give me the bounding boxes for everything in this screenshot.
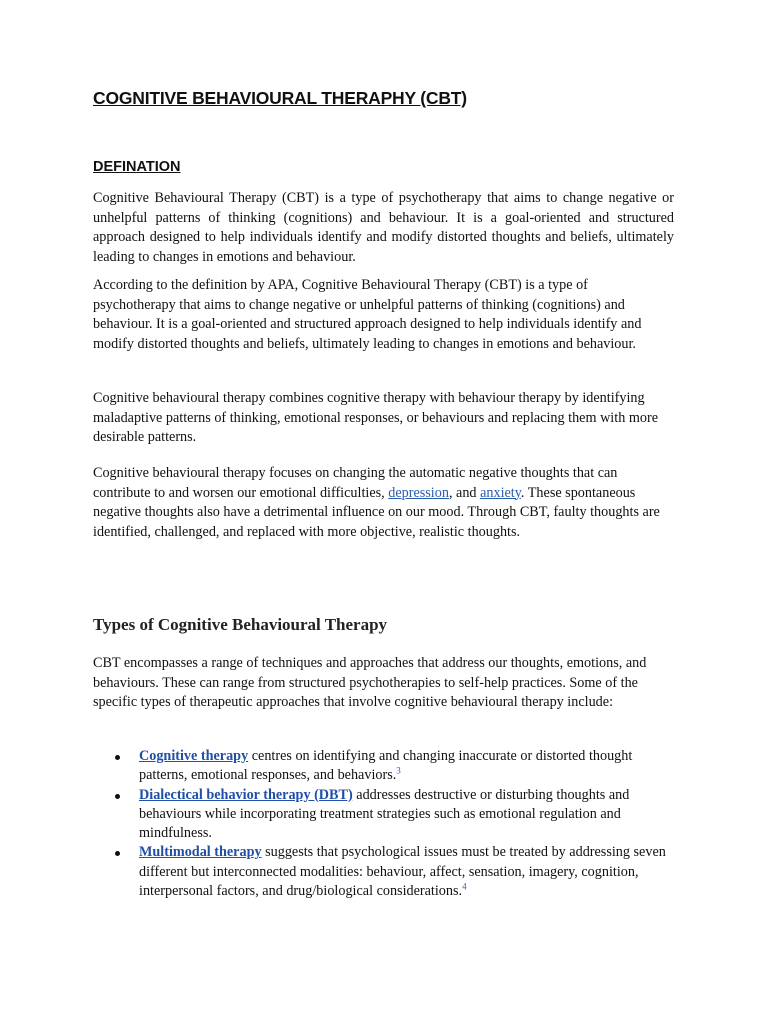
definition-paragraph-1: Cognitive Behavioural Therapy (CBT) is a type of psychotherapy that aims to change negative or unhelpful patterns of thinking (cognitions) and behaviour. It is a goal-oriented and structured approach designed to help individuals identify and modify distorted thoughts and beliefs, ultimately leading to changes in emotions and behaviour. (93, 190, 674, 265)
dbt-link[interactable]: Dialectical behavior therapy (DBT) (139, 786, 353, 803)
list-item-text: addresses destructive or disturbing thoughts and behaviours while incorporating treatment strategies such as emotional regulation and mindfulness. (139, 786, 630, 842)
definition-heading: DEFINATION (93, 159, 181, 175)
list-item (93, 843, 678, 901)
list-item (93, 747, 678, 786)
types-intro-paragraph: CBT encompasses a range of techniques and approaches that address our thoughts, emotions, and behaviours. These can range from structured psychotherapies to self-help practices. Some of the specific types of therapeutic approaches that involve cognitive behavioural therapy include: (93, 655, 647, 710)
cognitive-therapy-link[interactable]: Cognitive therapy (139, 748, 249, 764)
bullet-icon (115, 794, 120, 799)
list-item-text: centres on identifying and changing inaccurate or distorted thought patterns, emotional responses, and behaviors. (139, 748, 633, 784)
types-heading: Types of Cognitive Behavioural Therapy (93, 615, 388, 634)
paragraph-4-text-3: . These spontaneous negative thoughts also have a detrimental influence on our mood. Through CBT, faulty thoughts are identified, challenged, and replaced with more objective, realistic thoughts. (93, 484, 660, 540)
list-item (93, 786, 678, 844)
multimodal-therapy-link[interactable]: Multimodal therapy (139, 844, 262, 861)
paragraph-4-text-1: Cognitive behavioural therapy focuses on changing the automatic negative thoughts that can contribute to and worsen our emotional difficulties, (93, 465, 618, 501)
anxiety-link[interactable]: anxiety (480, 484, 521, 501)
paragraph-4-text-2: , and (448, 484, 481, 501)
depression-link[interactable]: depression (388, 484, 449, 501)
list-item-text: suggests that psychological issues must be treated by addressing seven different but interconnected modalities: behaviour, affect, sensation, imagery, cognition, interpersonal factors, and drug/biological considerations. (139, 844, 666, 900)
therapy-types-list (93, 747, 678, 901)
definition-paragraph-2: According to the definition by APA, Cognitive Behavioural Therapy (CBT) is a type of psychotherapy that aims to change negative or unhelpful patterns of thinking (cognitions) and behaviour. It is a goal-oriented and structured approach designed to help individuals identify and modify distorted thoughts and beliefs, ultimately leading to changes in emotions and behaviour. (93, 277, 642, 352)
definition-paragraph-3: Cognitive behavioural therapy combines cognitive therapy with behaviour therapy by identifying maladaptive patterns of thinking, emotional responses, or behaviours and replacing them with more desirable patterns. (93, 390, 658, 445)
reference-superscript: 4 (462, 881, 467, 892)
definition-paragraph-4 (93, 464, 674, 542)
bullet-icon (115, 851, 120, 856)
bullet-icon (115, 755, 120, 760)
reference-superscript: 3 (396, 765, 401, 776)
document-title: COGNITIVE BEHAVIOURAL THERAPHY (CBT) (93, 88, 467, 108)
